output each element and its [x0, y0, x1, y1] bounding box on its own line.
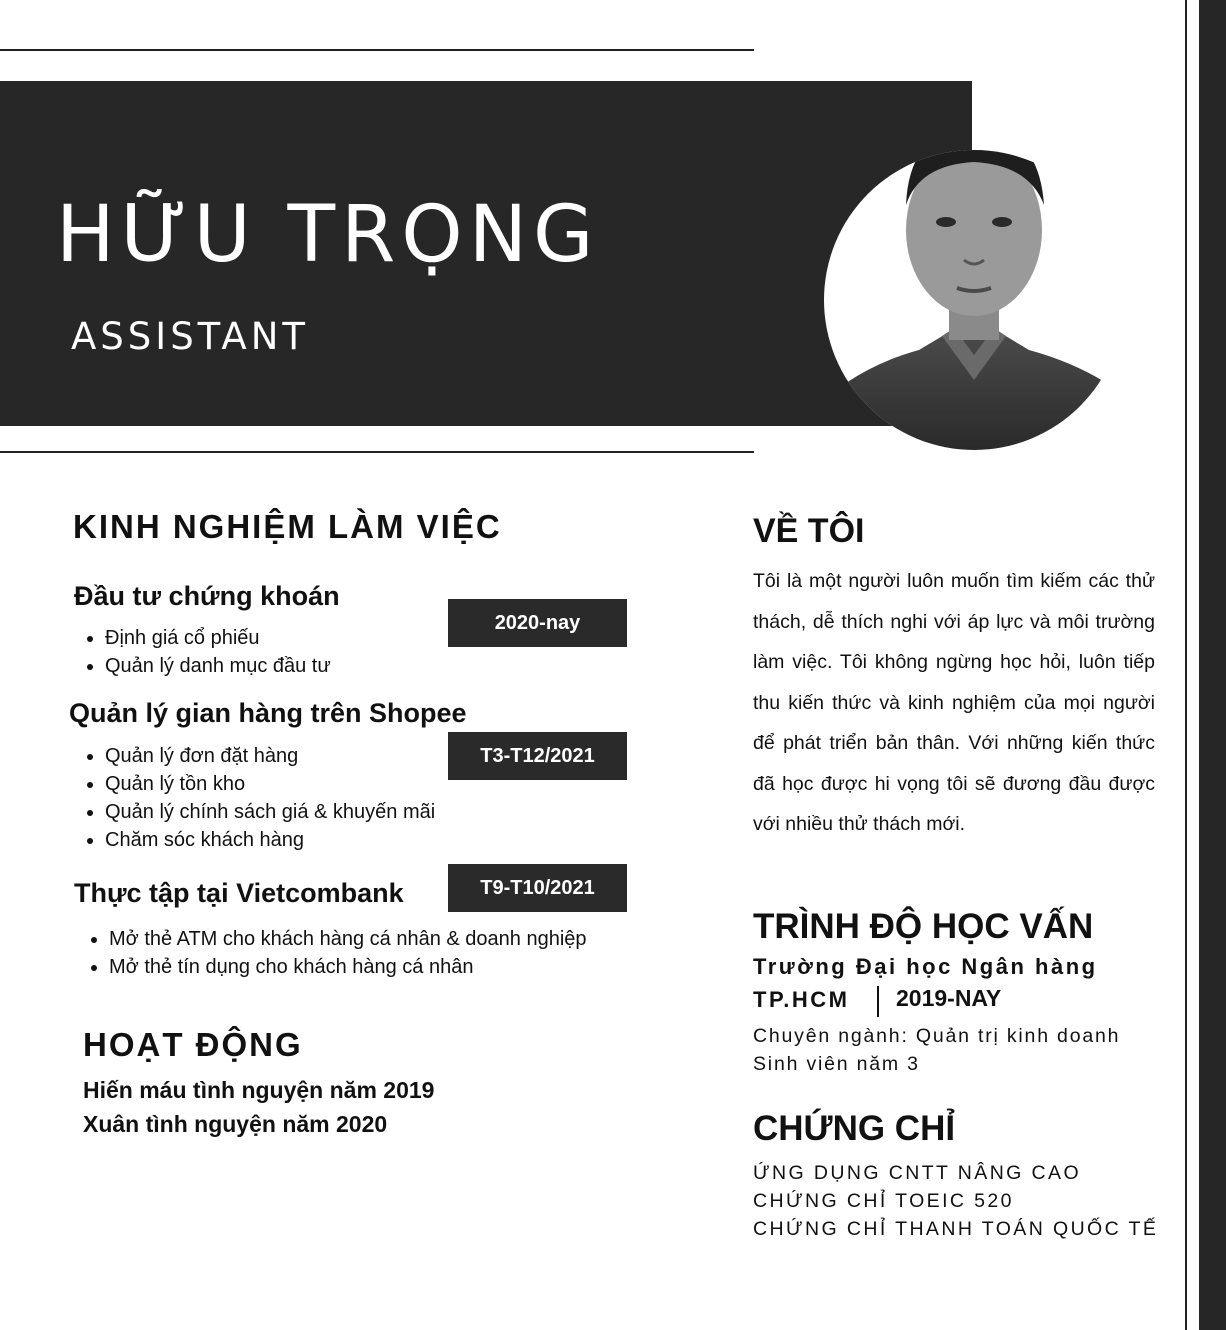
- candidate-role: ASSISTANT: [71, 315, 310, 358]
- activity-item-2: Xuân tình nguyện năm 2020: [83, 1111, 388, 1137]
- list-item: • Mở thẻ tín dụng cho khách hàng cá nhân: [109, 953, 587, 981]
- list-item: • Quản lý đơn đặt hàng: [105, 742, 435, 770]
- activity-item-1: Hiến máu tình nguyện năm 2019: [83, 1077, 435, 1103]
- school-name-line1: Trường Đại học Ngân hàng: [753, 954, 1098, 979]
- list-item: • Quản lý danh mục đầu tư: [105, 652, 331, 680]
- education-years: 2019-NAY: [896, 985, 1002, 1011]
- education-year-of-study: Sinh viên năm 3: [753, 1053, 920, 1075]
- side-dark-bar: [1199, 0, 1226, 1330]
- side-thin-line: [1185, 0, 1187, 1330]
- certificate-item-2: CHỨNG CHỈ TOEIC 520: [753, 1190, 1014, 1212]
- list-item: • Quản lý chính sách giá & khuyến mãi: [105, 798, 435, 826]
- certificate-item-3: CHỨNG CHỈ THANH TOÁN QUỐC TẾ: [753, 1218, 1159, 1240]
- job-title-1: Đầu tư chứng khoán: [74, 581, 340, 611]
- certificates-heading: CHỨNG CHỈ: [753, 1109, 956, 1148]
- education-major: Chuyên ngành: Quản trị kinh doanh: [753, 1025, 1121, 1047]
- about-text: Tôi là một người luôn muốn tìm kiếm các thử thách, dễ thích nghi với áp lực và môi trường làm việc. Tôi không ngừng học hỏi, luôn tiếp thu kiến thức và kinh nghiệm của mọi người để phát triển bản thân. Với những kiến thức đã học được hi vọng tôi sẽ đương đầu được với nhiều thử thách mới.: [753, 570, 1155, 835]
- activities-heading: HOẠT ĐỘNG: [83, 1026, 303, 1063]
- candidate-name: HỮU TRỌNG: [56, 190, 600, 280]
- job-date-2: T3-T12/2021: [448, 732, 627, 780]
- certificate-item-1: ỨNG DỤNG CNTT NÂNG CAO: [753, 1162, 1082, 1184]
- education-separator: [877, 986, 879, 1017]
- bottom-divider: [0, 451, 754, 453]
- experience-heading: KINH NGHIỆM LÀM VIỆC: [73, 508, 502, 545]
- list-item: • Quản lý tồn kho: [105, 770, 435, 798]
- school-name-line2: TP.HCM: [753, 987, 850, 1012]
- list-item: • Định giá cổ phiếu: [105, 624, 331, 652]
- list-item: • Mở thẻ ATM cho khách hàng cá nhân & doanh nghiệp: [109, 925, 587, 953]
- list-item: • Chăm sóc khách hàng: [105, 826, 435, 854]
- job-date-1: 2020-nay: [448, 599, 627, 647]
- job-3-bullets: [77, 925, 587, 981]
- about-heading: VỀ TÔI: [753, 512, 865, 550]
- profile-photo: [824, 110, 1124, 450]
- job-title-2: Quản lý gian hàng trên Shopee: [69, 698, 467, 728]
- job-1-bullets: [73, 624, 331, 680]
- job-date-3: T9-T10/2021: [448, 864, 627, 912]
- education-heading: TRÌNH ĐỘ HỌC VẤN: [753, 907, 1094, 946]
- job-title-3: Thực tập tại Vietcombank: [74, 878, 404, 908]
- job-2-bullets: [73, 742, 435, 854]
- top-divider: [0, 49, 754, 51]
